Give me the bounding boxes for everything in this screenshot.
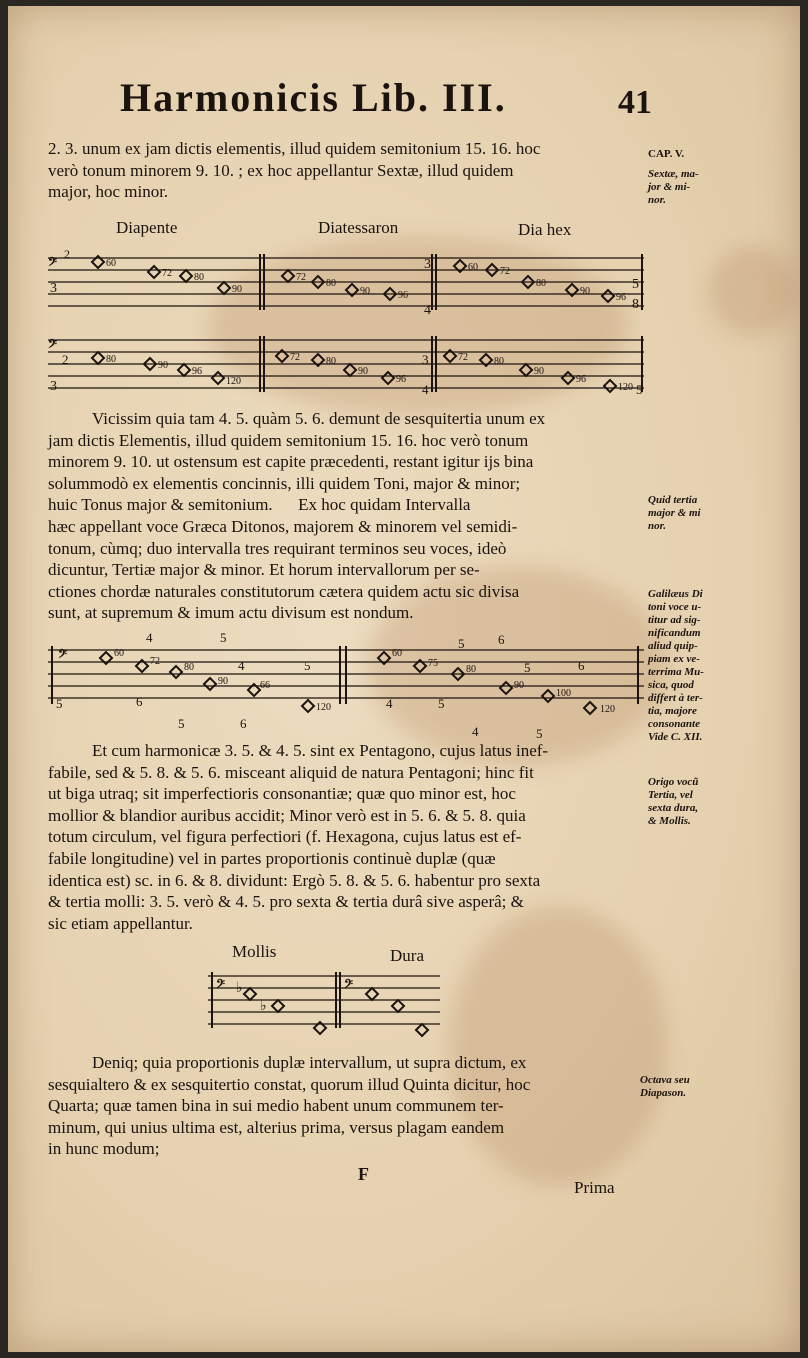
staff-number: 4 — [146, 630, 153, 645]
page-header-title: Harmonicis Lib. III. — [120, 75, 507, 120]
staff-number: 72 — [458, 352, 468, 363]
clef-mark: 𝄢 — [344, 979, 354, 994]
staff-number: 66 — [260, 680, 270, 691]
staff-number: 80 — [326, 278, 336, 289]
staff-number: 90 — [232, 284, 242, 295]
staff-number: 120 — [226, 376, 241, 387]
staff-number: 75 — [428, 658, 438, 669]
staff-number: 96 — [576, 374, 586, 385]
staff-number: 60 — [114, 648, 124, 659]
text-line: verò tonum minorem 9. 10. ; ex hoc appellantur Sextæ, illud quidem — [48, 160, 514, 180]
staff-number: 90 — [158, 360, 168, 371]
staff-number: 90 — [534, 366, 544, 377]
label-mollis: Mollis — [232, 942, 277, 961]
staff-number: 72 — [150, 656, 160, 667]
text-line: sic etiam appellantur. — [48, 913, 193, 933]
text-line: Vicissim quia tam 4. 5. quàm 5. 6. demunt de sesquitertia unum ex — [92, 409, 546, 428]
staff-number: 96 — [398, 290, 408, 301]
music-staff-2 — [48, 328, 648, 398]
staff-number: 80 — [494, 356, 504, 367]
label-diatessaron: Diatessaron — [318, 218, 399, 237]
staff-number: 72 — [500, 266, 510, 277]
text-line: tonum, cùmq; duo intervalla tres requirant terminos seu voces, ideò — [48, 538, 507, 558]
staff-number: 5 — [458, 636, 465, 651]
staff-number: 80 — [106, 354, 116, 365]
margin-note-sextae: Sextæ, ma- jor & mi- nor. — [648, 168, 699, 206]
staff-number: 6 — [136, 694, 143, 709]
margin-note-tertia: Quid tertia major & mi nor. — [648, 494, 701, 532]
text-line: 2. 3. unum ex jam dictis elementis, illud quidem semitonium 15. 16. hoc — [48, 139, 541, 158]
text-line: major, hoc minor. — [48, 182, 169, 202]
staff-number: 4 — [238, 658, 245, 673]
staff-number: 80 — [194, 272, 204, 283]
text-line: sunt, at supremum & imum actu divisum est nondum. — [48, 603, 414, 623]
label-diapente: Diapente — [116, 218, 178, 237]
staff-number: 6 — [498, 632, 505, 647]
catchword: Prima — [574, 1178, 615, 1197]
text-line: ctiones chordæ naturales constitutorum cætera quidem actu sic divisa — [48, 581, 520, 601]
paragraph-1 — [48, 138, 646, 203]
staff-number: 3 — [424, 257, 431, 272]
staff-number: 90 — [360, 286, 370, 297]
staff-number: 80 — [184, 662, 194, 673]
text-line: hæc appellant voce Græca Ditonos, majorem & minorem vel semidi- — [48, 516, 518, 536]
staff-number: 80 — [326, 356, 336, 367]
music-staff-4 — [208, 966, 448, 1042]
water-stain — [708, 246, 798, 336]
clef-mark: 𝄢 — [58, 649, 68, 664]
staff-number: 120 — [600, 704, 615, 715]
label-diahex: Dia hex — [518, 220, 572, 239]
staff-number: 5 — [178, 716, 185, 731]
music-staff-1 — [48, 246, 648, 316]
text-line: & tertia molli: 3. 5. verò & 4. 5. pro sexta & tertia durâ sive asperâ; & — [48, 892, 524, 912]
staff-number: 120 — [618, 382, 633, 393]
staff-number: 2 — [62, 352, 69, 367]
text-line: Et cum harmonicæ 3. 5. & 4. 5. sint ex Pentagono, cujus latus inef- — [92, 741, 549, 760]
staff-number: 5 — [524, 660, 531, 675]
clef-mark: 𝄢 — [48, 339, 58, 354]
staff-number: 5 — [438, 696, 445, 711]
text-line: solummodò ex elementis concinnis, illi quidem Toni, major & minor; — [48, 473, 521, 493]
text-line: fabile longitudine) vel in partes proportionis continuè duplæ (quæ — [48, 848, 496, 868]
staff-number: 100 — [556, 688, 571, 699]
staff-number: 3 — [50, 281, 57, 296]
staff-number: 3 — [50, 379, 57, 394]
flat-sign: ♭ — [260, 999, 267, 1014]
text-line: Deniq; quia proportionis duplæ intervallum, ut supra dictum, ex — [92, 1053, 527, 1072]
staff-number: 4 — [422, 382, 429, 397]
staff-number: 5 — [56, 696, 63, 711]
signature-mark: F — [358, 1164, 369, 1184]
text-line: dicuntur, Tertiæ major & minor. Et horum intervallorum per se- — [48, 560, 480, 580]
staff-number: 72 — [162, 268, 172, 279]
staff-number: 3 — [422, 352, 429, 367]
page-number: 41 — [618, 84, 652, 121]
margin-note-origo: Origo vocũ Tertia, vel sexta dura, & Mollis. — [648, 776, 699, 827]
staff-number: 4 — [472, 724, 479, 738]
text-line: huic Tonus major & semitonium. Ex hoc quidam Intervalla — [48, 495, 471, 515]
text-line: minum, qui unius ultima est, alterius prima, versus plagam eandem — [48, 1117, 505, 1137]
text-line: minorem 9. 10. ut ostensum est capite præcedenti, restant igitur ijs bina — [48, 452, 534, 472]
staff-number: 60 — [106, 258, 116, 269]
staff-number: 6 — [240, 716, 247, 731]
text-line: sesquialtero & ex sesquitertio constat, quorum illud Quinta dicitur, hoc — [48, 1074, 531, 1094]
text-line: mollior & blandior auribus accidit; Minor verò est in 5. 6. & 5. 8. quia — [48, 805, 526, 825]
staff-number: 120 — [316, 702, 331, 713]
text-line: in hunc modum; — [48, 1139, 160, 1159]
staff-number: 72 — [296, 272, 306, 283]
book-page — [8, 6, 800, 1352]
staff-number: 90 — [358, 366, 368, 377]
clef-mark: 𝄢 — [216, 979, 226, 994]
staff-number: 90 — [514, 680, 524, 691]
clef-mark: 𝄢 — [48, 257, 58, 272]
staff-number: 80 — [536, 278, 546, 289]
text-line: jam dictis Elementis, illud quidem semitonium 15. 16. hoc verò tonum — [48, 430, 529, 450]
staff-number: 5 — [304, 658, 311, 673]
staff-number: 72 — [290, 352, 300, 363]
text-line: totum circulum, vel figura perfectiori (f. Hexagona, cujus latus est ef- — [48, 827, 522, 847]
staff-number: 80 — [466, 664, 476, 675]
text-line: ut biga utraq; sit imperfectioris consonantiæ; quæ quo minor est, hoc — [48, 784, 516, 804]
staff-number: 96 — [396, 374, 406, 385]
staff-number: 60 — [468, 262, 478, 273]
margin-note-galilaeus: Galilæus Di toni voce u- titur ad sig- nificandum aliud quip- piam ex ve- terrima Mu- sica, quod differt à ter- tia, majore consonante Vide C. XII. — [648, 588, 704, 743]
staff-number: 90 — [218, 676, 228, 687]
staff-number: 2 — [64, 247, 70, 261]
paragraph-2 — [48, 408, 646, 624]
text-line: identica est) sc. in 6. & 8. dividunt: Ergò 5. 8. & 5. 6. habentur pro sexta — [48, 870, 541, 890]
staff-number: 60 — [392, 648, 402, 659]
staff-number: 4 — [386, 696, 393, 711]
staff-number: 90 — [580, 286, 590, 297]
staff-number: 96 — [192, 366, 202, 377]
flat-sign: ♭ — [236, 981, 243, 996]
staff-number: 5 — [536, 726, 543, 738]
margin-note-chapter: CAP. V. — [648, 148, 685, 160]
staff-number: 5 — [636, 382, 643, 397]
staff-number: 4 — [424, 303, 431, 316]
text-line: Quarta; quæ tamen bina in sui medio habent unum communem ter- — [48, 1096, 504, 1116]
staff-number: 5 — [220, 630, 227, 645]
staff-number: 6 — [578, 658, 585, 673]
text-line: fabile, sed & 5. 8. & 5. 6. misceant aliquid de natura Pentagoni; hinc fit — [48, 762, 534, 782]
staff-number: 5 — [632, 277, 639, 292]
label-dura: Dura — [390, 946, 424, 965]
paragraph-4 — [48, 1052, 646, 1160]
staff-number: 8 — [632, 297, 639, 312]
music-staff-3 — [48, 628, 648, 738]
margin-note-octava: Octava seu Diapason. — [640, 1074, 690, 1099]
staff-number: 96 — [616, 292, 626, 303]
paragraph-3 — [48, 740, 646, 934]
